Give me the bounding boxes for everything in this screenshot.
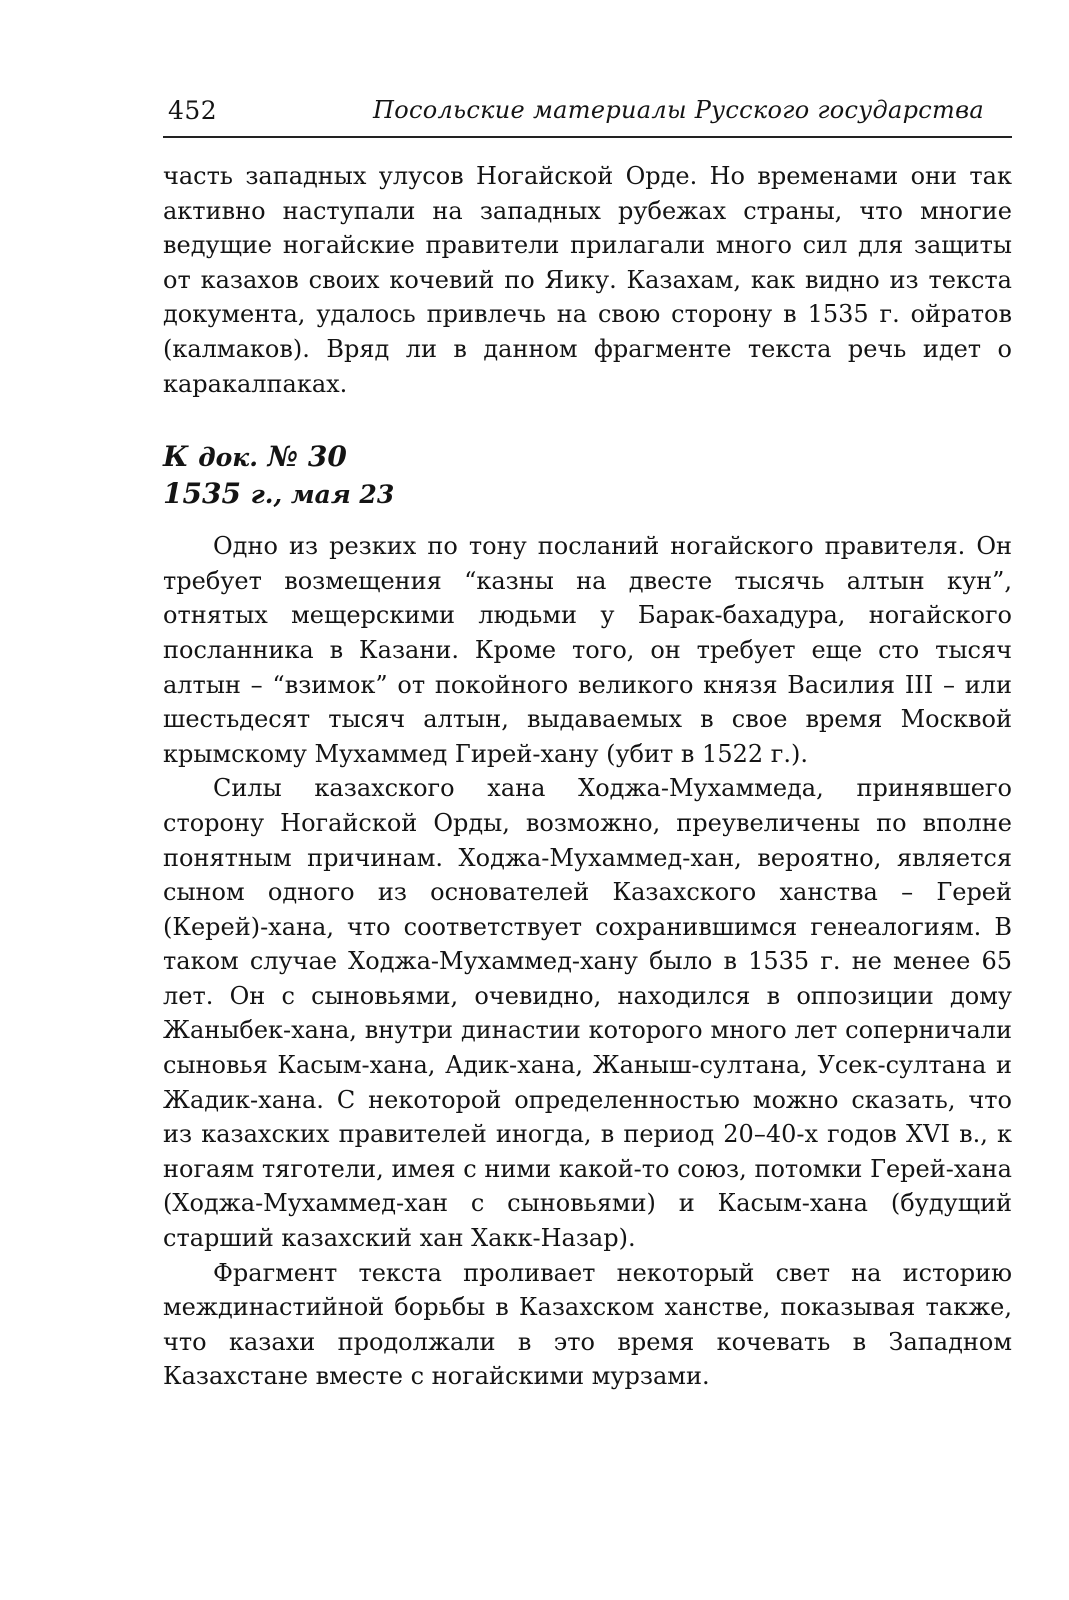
document-date-rest: г., мая 23 [250,480,395,510]
commentary-paragraph-3: Фрагмент текста проливает некоторый свет на историю междинастийной борьбы в Казахском ханстве, показывая также, что казахи продолжали в это время кочевать в Западном Казахстане вместе с ногайскими мурзами. [163,1258,1012,1391]
page-header [163,92,1012,138]
document-reference [163,439,1012,476]
document-prefix: К [163,440,189,474]
document-heading [163,439,1012,513]
running-title: Посольские материалы Русского государства [373,96,984,124]
commentary-paragraph-1: Одно из резких по тону посланий ногайского правителя. Он требует возмещения “казны на двесте тысячь алтын кун”, отнятых мещерскими людьми у Барак-бахадура, ногайского посланника в Казани. Кроме того, он требует еще сто тысяч алтын – “взимок” от покойного великого князя Василия III – или шестьдесят тысяч алтын, выдаваемых в свое время Москвой крымскому Мухаммед Гирей-хану (убит в 1522 г.). [163,532,1012,768]
page-number: 452 [168,96,218,125]
document-abbr: док. [198,443,258,473]
document-number: № 30 [267,440,347,474]
page-body [163,159,1012,1394]
document-date-year: 1535 [163,477,241,511]
commentary-paragraph-2: Силы казахского хана Ходжа-Мухаммеда, принявшего сторону Ногайской Орды, возможно, преувеличены по вполне понятным причинам. Ходжа-Мухаммед-хан, вероятно, является сыном одного из основателей Казахского ханства – Герей (Керей)-хана, что соответствует сохранившимся генеалогиям. В таком случае Ходжа-Мухаммед-хану было в 1535 г. не менее 65 лет. Он с сыновьями, очевидно, находился в оппозиции дому Жаныбек-хана, внутри династии которого много лет соперничали сыновья Касым-хана, Адик-хана, Жаныш-султана, Усек-султана и Жадик-хана. С некоторой определенностью можно сказать, что из казахских правителей иногда, в период 20–40-х годов XVI в., к ногаям тяготели, имея с ними какой-то союз, потомки Герей-хана (Ходжа-Мухаммед-хан с сыновьями) и Касым-хана (будущий старший казахский хан Хакк-Назар). [163,774,1012,1253]
intro-paragraph: часть западных улусов Ногайской Орде. Но временами они так активно наступали на западных рубежах страны, что многие ведущие ногайские правители прилагали много сил для защиты от казахов своих кочевий по Яику. Казахам, как видно из текста документа, удалось привлечь на свою сторону в 1535 г. ойратов (калмаков). Вряд ли в данном фрагменте текста речь идет о каракалпаках. [163,162,1012,398]
document-date [163,476,1012,513]
